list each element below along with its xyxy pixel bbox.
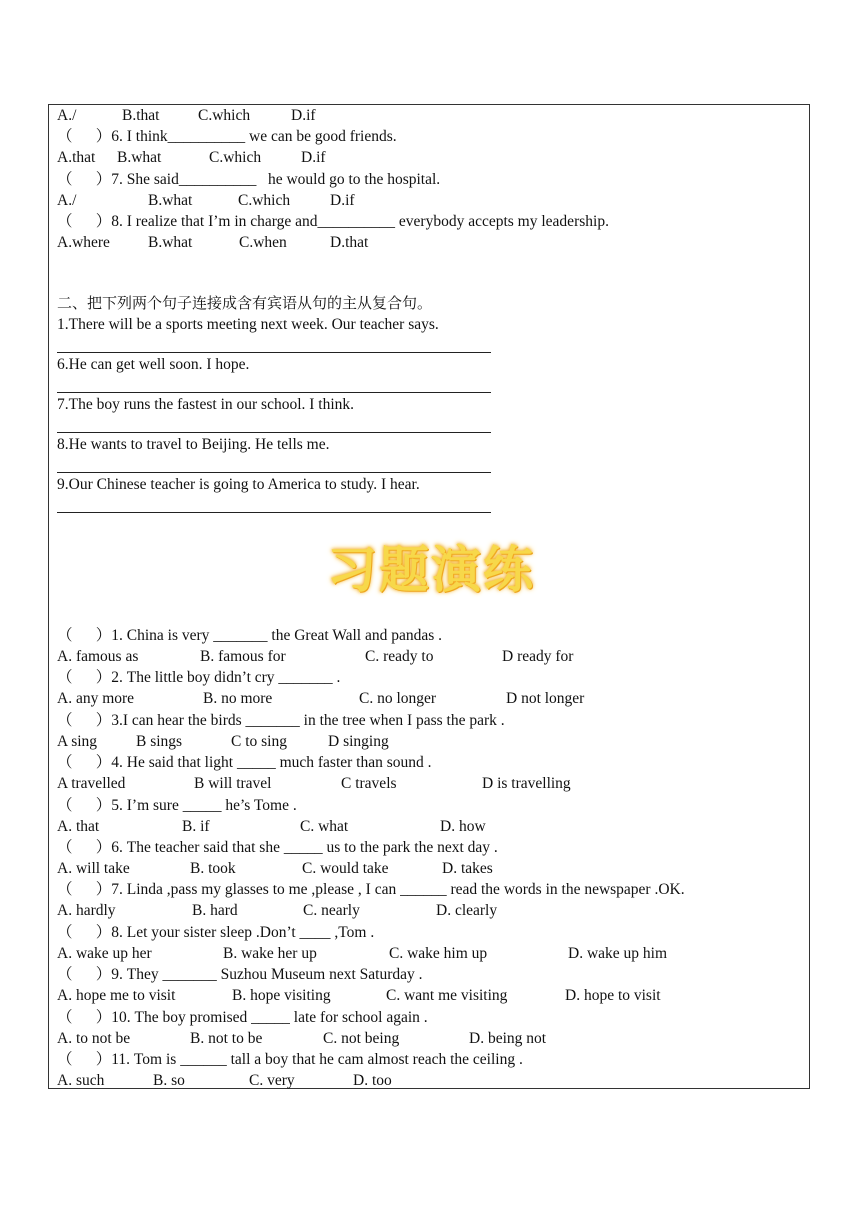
exercise-option: A. hardly [57, 902, 116, 919]
option: C.when [239, 234, 287, 251]
exercise-option: B. no more [203, 690, 273, 707]
sentence-item: 1.There will be a sports meeting next week. Our teacher says. [57, 316, 439, 333]
answer-line[interactable] [57, 512, 491, 513]
exercise-option: D not longer [506, 690, 585, 707]
exercise-option: C to sing [231, 733, 287, 750]
exercise-option: A. such [57, 1072, 105, 1089]
option: C.which [209, 149, 262, 166]
sentence-item: 6.He can get well soon. I hope. [57, 356, 250, 373]
option: C.which [238, 192, 291, 209]
question-line: （ ）8. I realize that I’m in charge and__________ everybody accepts my leadership. [57, 213, 609, 230]
exercise-option: D. takes [442, 860, 493, 877]
exercise-option: D. being not [469, 1030, 547, 1047]
option: A./ [57, 192, 77, 209]
exercise-option: B. hope visiting [232, 987, 331, 1004]
exercise-option: B. hard [192, 902, 238, 919]
exercise-option: C. ready to [365, 648, 434, 665]
exercise-question: （ ）7. Linda ,pass my glasses to me ,please , I can ______ read the words in the newspaper .OK. [57, 881, 685, 898]
exercise-option: C. would take [302, 860, 389, 877]
exercise-option: C. very [249, 1072, 295, 1089]
exercise-option: C. want me visiting [386, 987, 508, 1004]
option: B.that [122, 107, 160, 124]
exercise-question: （ ）4. He said that light _____ much faster than sound . [57, 754, 432, 771]
option: A./ [57, 107, 77, 124]
sentence-item: 7.The boy runs the fastest in our school. I think. [57, 396, 355, 413]
exercise-option: A. wake up her [57, 945, 152, 962]
exercise-option: C. wake him up [389, 945, 488, 962]
exercise-option: D. clearly [436, 902, 498, 919]
exercise-option: A. to not be [57, 1030, 131, 1047]
exercise-option: C travels [341, 775, 397, 792]
option: B.what [117, 149, 162, 166]
exercise-question: （ ）5. I’m sure _____ he’s Tome . [57, 797, 297, 814]
option: C.which [198, 107, 251, 124]
answer-line[interactable] [57, 472, 491, 473]
exercise-option: B sings [136, 733, 183, 750]
answer-line[interactable] [57, 432, 491, 433]
exercise-question: （ ）11. Tom is ______ tall a boy that he cam almost reach the ceiling . [57, 1051, 523, 1068]
exercise-option: A. any more [57, 690, 135, 707]
sentence-item: 9.Our Chinese teacher is going to America to study. I hear. [57, 476, 420, 493]
exercise-option: C. not being [323, 1030, 400, 1047]
part2-heading: 二、把下列两个句子连接成含有宾语从句的主从复合句。 [57, 294, 433, 312]
option: B.what [148, 192, 193, 209]
question-line: （ ）7. She said__________ he would go to the hospital. [57, 171, 441, 188]
exercise-option: D ready for [502, 648, 574, 665]
exercise-question: （ ）9. They _______ Suzhou Museum next Saturday . [57, 966, 423, 983]
option: D.if [301, 149, 326, 166]
option: D.if [291, 107, 316, 124]
exercise-option: C. what [300, 818, 349, 835]
answer-line[interactable] [57, 352, 491, 353]
exercise-option: D is travelling [482, 775, 571, 792]
exercise-option: B will travel [194, 775, 272, 792]
exercise-option: C. no longer [359, 690, 437, 707]
sentence-item: 8.He wants to travel to Beijing. He tells me. [57, 436, 330, 453]
exercise-option: D. hope to visit [565, 987, 661, 1004]
exercise-option: B. wake her up [223, 945, 317, 962]
exercise-option: D. too [353, 1072, 392, 1089]
exercise-option: D singing [328, 733, 389, 750]
exercise-question: （ ）8. Let your sister sleep .Don’t ____ ,Tom . [57, 924, 375, 941]
exercise-option: B. not to be [190, 1030, 263, 1047]
exercise-question: （ ）10. The boy promised _____ late for school again . [57, 1009, 428, 1026]
exercise-option: A. will take [57, 860, 130, 877]
exercise-banner: 习题演练 [327, 541, 535, 599]
exercise-option: A. famous as [57, 648, 139, 665]
exercise-option: D. how [440, 818, 486, 835]
option: A.where [57, 234, 110, 251]
exercise-option: C. nearly [303, 902, 360, 919]
exercise-option: A. hope me to visit [57, 987, 176, 1004]
exercise-option: A. that [57, 818, 100, 835]
exercise-option: B. took [190, 860, 236, 877]
option: D.if [330, 192, 355, 209]
option: D.that [330, 234, 369, 251]
exercise-option: B. if [182, 818, 210, 835]
exercise-option: A travelled [57, 775, 126, 792]
option: B.what [148, 234, 193, 251]
option: A.that [57, 149, 96, 166]
exercise-question: （ ）1. China is very _______ the Great Wall and pandas . [57, 627, 443, 644]
exercise-question: （ ）3.I can hear the birds _______ in the tree when I pass the park . [57, 712, 505, 729]
exercise-option: D. wake up him [568, 945, 668, 962]
exercise-question: （ ）6. The teacher said that she _____ us to the park the next day . [57, 839, 498, 856]
answer-line[interactable] [57, 392, 491, 393]
exercise-option: B. so [153, 1072, 185, 1089]
exercise-question: （ ）2. The little boy didn’t cry _______ . [57, 669, 341, 686]
question-line: （ ）6. I think__________ we can be good friends. [57, 128, 397, 145]
exercise-option: B. famous for [200, 648, 286, 665]
exercise-option: A sing [57, 733, 98, 750]
